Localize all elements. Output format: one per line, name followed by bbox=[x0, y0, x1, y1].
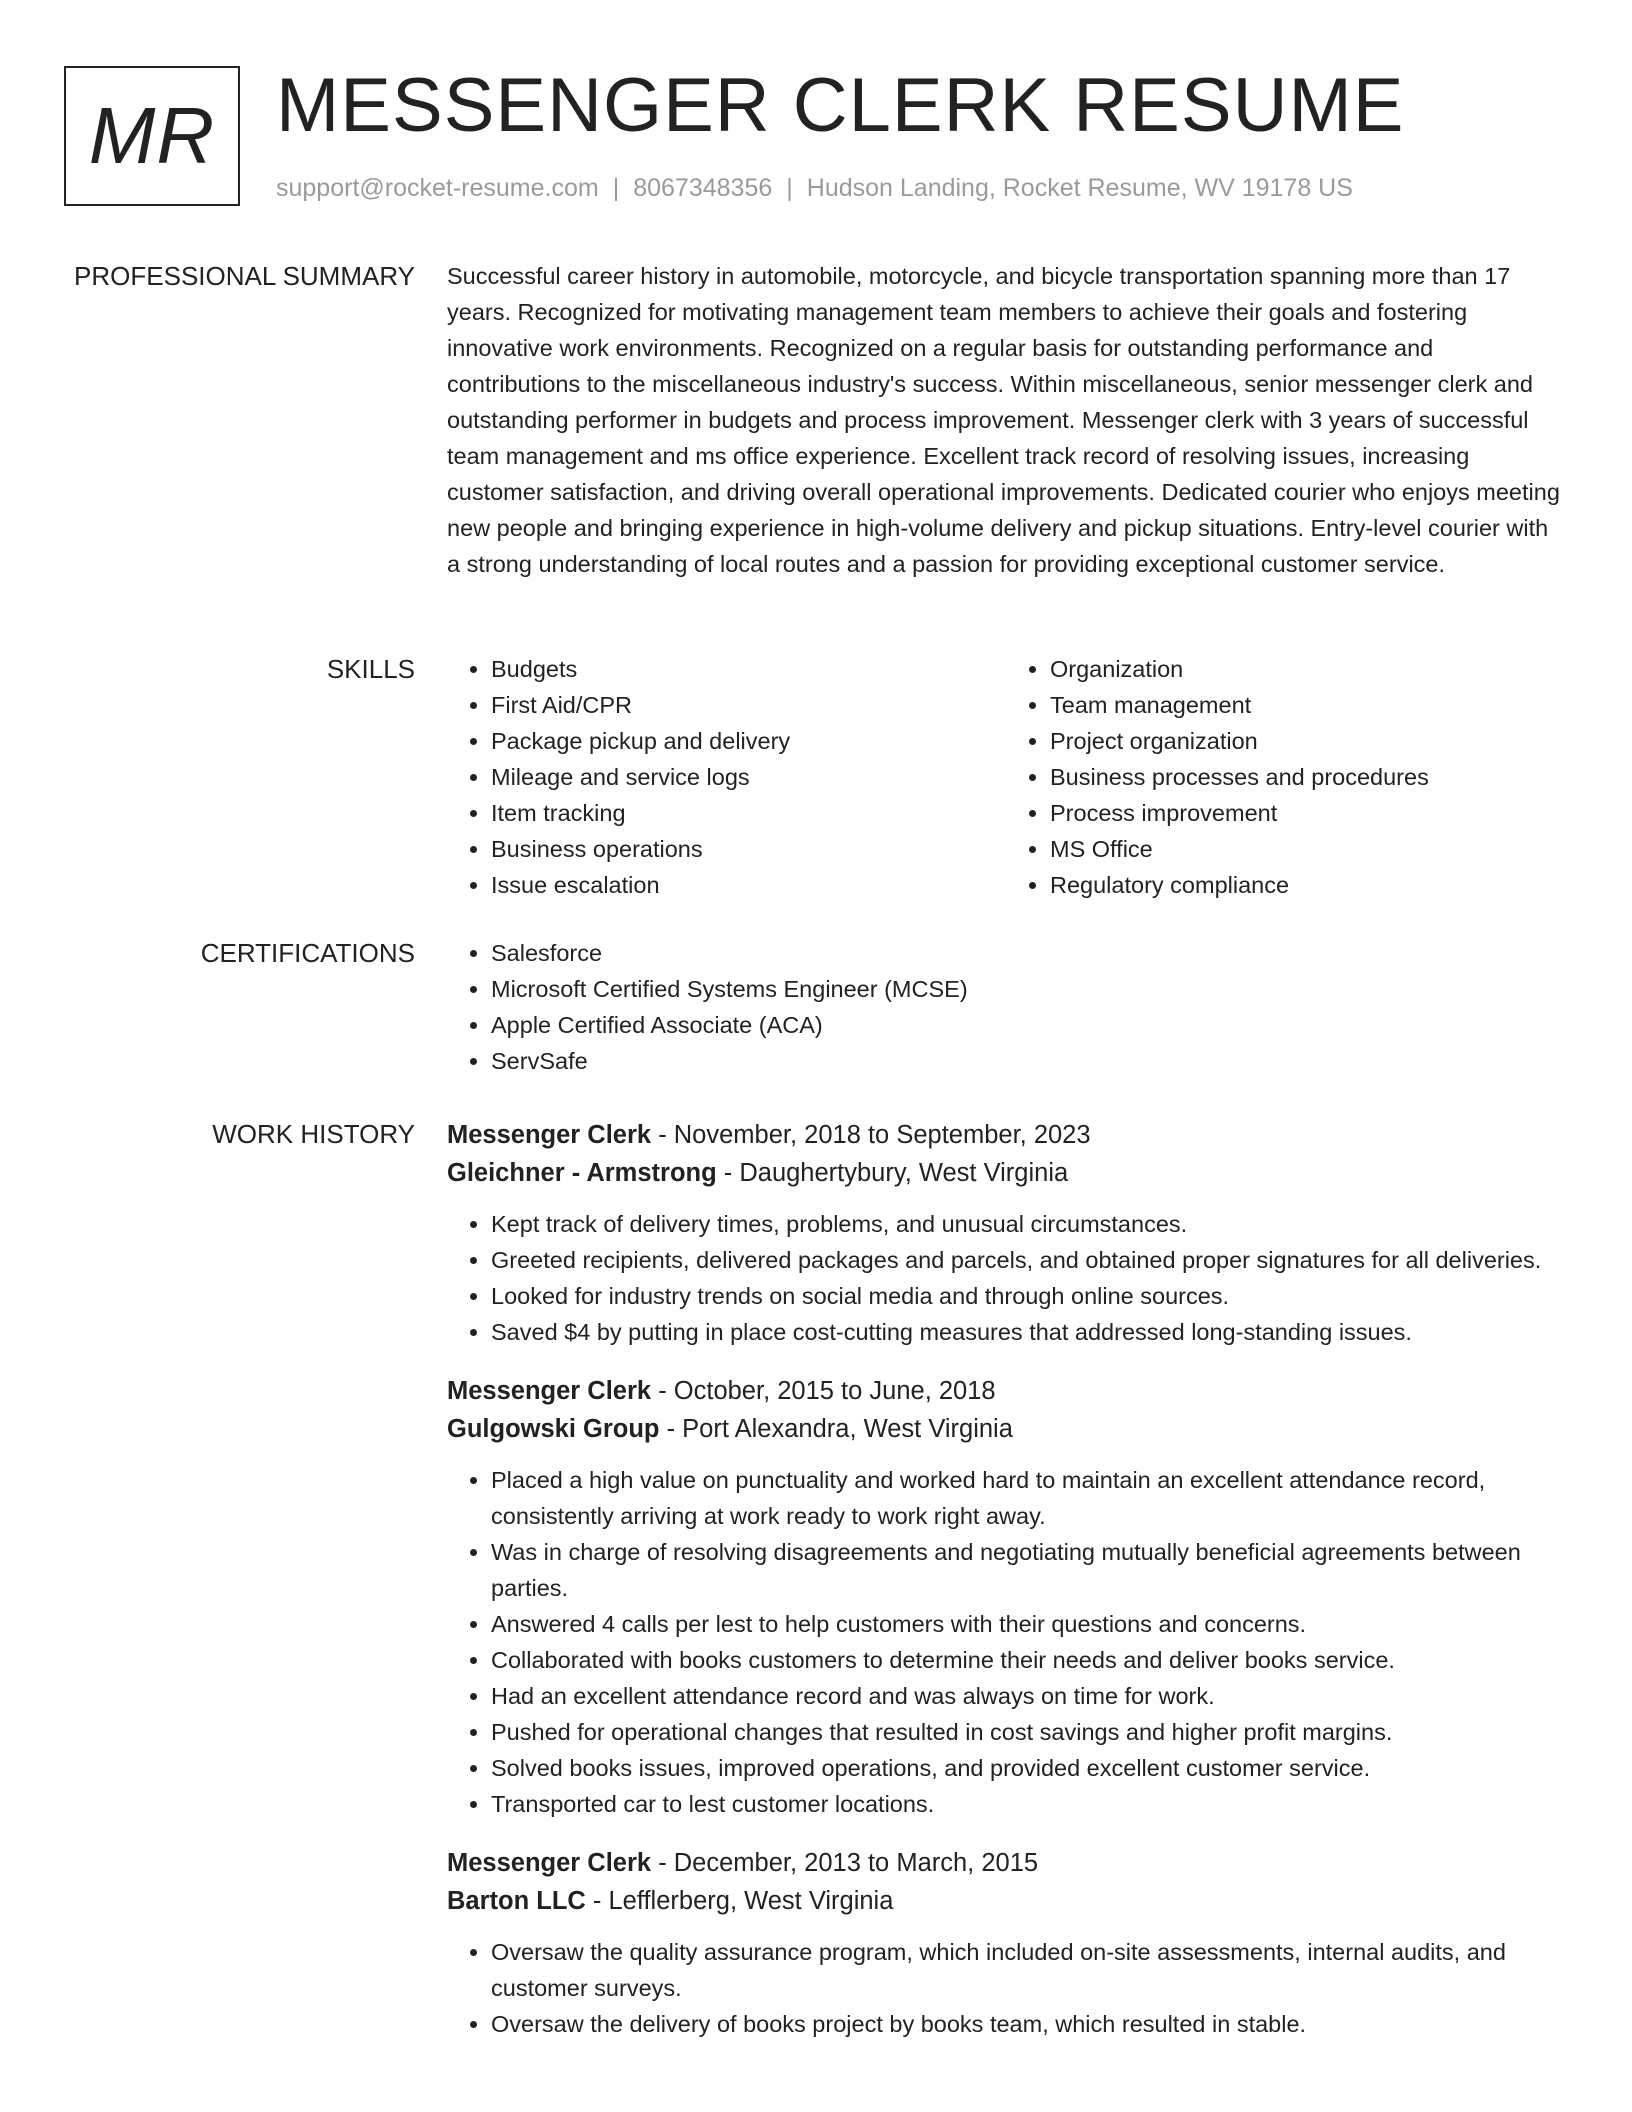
job-title-line bbox=[447, 1844, 1565, 1882]
skill-item: • Issue escalation bbox=[491, 867, 1006, 903]
job-bullet: • Transported car to lest customer locations. bbox=[491, 1786, 1565, 1822]
skill-item: • Team management bbox=[1050, 687, 1565, 723]
section-label-certifications: CERTIFICATIONS bbox=[200, 938, 415, 968]
job-dates: - October, 2015 to June, 2018 bbox=[651, 1377, 996, 1405]
summary-body bbox=[447, 258, 1565, 582]
contact-address: Hudson Landing, Rocket Resume, WV 19178 US bbox=[806, 174, 1353, 202]
job-bullet: • Looked for industry trends on social media and through online sources. bbox=[491, 1278, 1565, 1314]
job-bullets bbox=[447, 1934, 1565, 2042]
skill-item: • Budgets bbox=[491, 651, 1006, 687]
job-company: Barton LLC bbox=[447, 1887, 586, 1915]
job-title: Messenger Clerk bbox=[447, 1377, 652, 1405]
certifications-list bbox=[447, 935, 1565, 1079]
skill-item: • Business processes and procedures bbox=[1050, 759, 1565, 795]
job-title: Messenger Clerk bbox=[447, 1121, 652, 1149]
skills-body bbox=[447, 651, 1565, 903]
job-company-line bbox=[447, 1882, 1565, 1920]
job-company: Gleichner - Armstrong bbox=[447, 1159, 717, 1187]
job-location: - Lefflerberg, West Virginia bbox=[585, 1887, 894, 1915]
job-bullet: • Placed a high value on punctuality and worked hard to maintain an excellent attendance record, consistently arriving at work ready to work right away. bbox=[491, 1462, 1565, 1534]
contact-phone: 8067348356 bbox=[633, 174, 773, 202]
job-bullet: • Was in charge of resolving disagreements and negotiating mutually beneficial agreements between parties. bbox=[491, 1534, 1565, 1606]
contact-email: support@rocket-resume.com bbox=[276, 174, 599, 202]
job-bullet: • Kept track of delivery times, problems, and unusual circumstances. bbox=[491, 1206, 1565, 1242]
certification-item: • ServSafe bbox=[491, 1043, 1565, 1079]
job-entry bbox=[447, 1844, 1565, 2042]
skill-item: • Process improvement bbox=[1050, 795, 1565, 831]
job-bullet: • Solved books issues, improved operations, and provided excellent customer service. bbox=[491, 1750, 1565, 1786]
job-entry bbox=[447, 1116, 1565, 1350]
job-location: - Port Alexandra, West Virginia bbox=[659, 1415, 1013, 1443]
skills-list-left bbox=[447, 651, 1006, 903]
skill-item: • First Aid/CPR bbox=[491, 687, 1006, 723]
job-company: Gulgowski Group bbox=[447, 1415, 660, 1443]
certification-item: • Salesforce bbox=[491, 935, 1565, 971]
resume-header bbox=[64, 63, 1568, 216]
work-history-body bbox=[447, 1116, 1565, 2064]
job-company-line bbox=[447, 1410, 1565, 1448]
skill-item: • Mileage and service logs bbox=[491, 759, 1006, 795]
monogram-logo: MR bbox=[64, 66, 240, 206]
job-bullet: • Pushed for operational changes that resulted in cost savings and higher profit margins. bbox=[491, 1714, 1565, 1750]
job-location: - Daughertybury, West Virginia bbox=[716, 1159, 1069, 1187]
summary-text: Successful career history in automobile, motorcycle, and bicycle transportation spanning more than 17 years. Recognized for motivating management team members to achieve their goals and fostering innovative work environments. Recognized on a regular basis for outstanding performance and contributions to the miscellaneous industry's success. Within miscellaneous, senior messenger clerk and outstanding performer in budgets and process improvement. Messenger clerk with 3 years of successful team management and ms office experience. Excellent track record of resolving issues, increasing customer satisfaction, and driving overall operational improvements. Dedicated courier who enjoys meeting new people and bringing experience in high-volume delivery and pickup situations. Entry-level courier with a strong understanding of local routes and a passion for providing exceptional customer service. bbox=[447, 263, 1560, 577]
section-label-work-history: WORK HISTORY bbox=[212, 1119, 415, 1149]
job-dates: - November, 2018 to September, 2023 bbox=[651, 1121, 1091, 1149]
skill-item: • Organization bbox=[1050, 651, 1565, 687]
contact-line bbox=[276, 174, 1353, 203]
skill-item: • Item tracking bbox=[491, 795, 1006, 831]
job-company-line bbox=[447, 1154, 1565, 1192]
job-bullets bbox=[447, 1206, 1565, 1350]
job-dates: - December, 2013 to March, 2015 bbox=[651, 1849, 1039, 1877]
job-bullet: • Collaborated with books customers to determine their needs and deliver books service. bbox=[491, 1642, 1565, 1678]
job-title-line bbox=[447, 1372, 1565, 1410]
contact-separator: | bbox=[786, 174, 793, 202]
job-title-line bbox=[447, 1116, 1565, 1154]
job-bullets bbox=[447, 1462, 1565, 1822]
contact-separator: | bbox=[612, 174, 620, 202]
job-bullet: • Oversaw the quality assurance program, which included on-site assessments, internal audits, and customer surveys. bbox=[491, 1934, 1565, 2006]
certification-item: • Microsoft Certified Systems Engineer (MCSE) bbox=[491, 971, 1565, 1007]
skill-item: • Package pickup and delivery bbox=[491, 723, 1006, 759]
job-bullet: • Greeted recipients, delivered packages and parcels, and obtained proper signatures for all deliveries. bbox=[491, 1242, 1565, 1278]
certifications-body bbox=[447, 935, 1565, 1079]
job-bullet: • Oversaw the delivery of books project by books team, which resulted in stable. bbox=[491, 2006, 1565, 2042]
skill-item: • MS Office bbox=[1050, 831, 1565, 867]
job-title: Messenger Clerk bbox=[447, 1849, 652, 1877]
job-bullet: • Answered 4 calls per lest to help customers with their questions and concerns. bbox=[491, 1606, 1565, 1642]
skill-item: • Regulatory compliance bbox=[1050, 867, 1565, 903]
skills-list-right bbox=[1006, 651, 1565, 903]
section-label-skills: SKILLS bbox=[326, 654, 415, 684]
section-label-summary: PROFESSIONAL SUMMARY bbox=[74, 261, 415, 291]
resume-title: MESSENGER CLERK RESUME bbox=[276, 63, 1405, 148]
skill-item: • Project organization bbox=[1050, 723, 1565, 759]
skill-item: • Business operations bbox=[491, 831, 1006, 867]
job-bullet: • Had an excellent attendance record and was always on time for work. bbox=[491, 1678, 1565, 1714]
job-bullet: • Saved $4 by putting in place cost-cutting measures that addressed long-standing issues. bbox=[491, 1314, 1565, 1350]
job-entry bbox=[447, 1372, 1565, 1822]
certification-item: • Apple Certified Associate (ACA) bbox=[491, 1007, 1565, 1043]
